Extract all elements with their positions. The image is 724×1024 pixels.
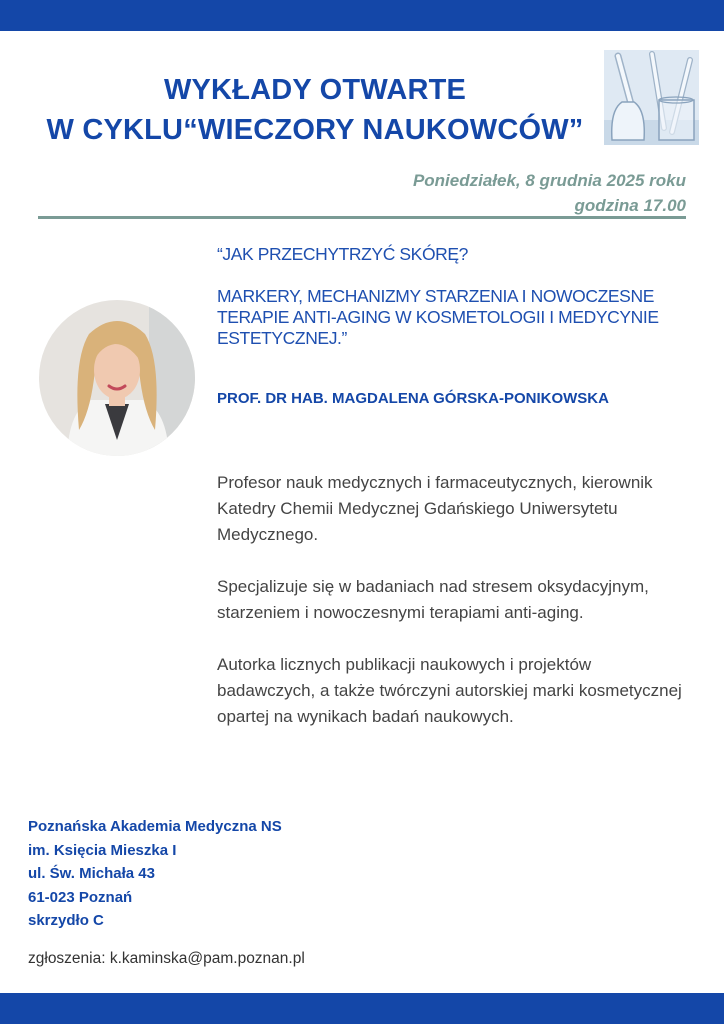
address-line: ul. Św. Michała 43 xyxy=(28,865,155,882)
speaker-bio xyxy=(217,470,687,756)
divider xyxy=(38,216,686,219)
bottom-bar xyxy=(0,993,724,1024)
registration-contact: zgłoszenia: k.kaminska@pam.poznan.pl xyxy=(28,950,305,967)
event-time: godzina 17.00 xyxy=(574,196,686,215)
bio-paragraph: Profesor nauk medycznych i farmaceutycznych, kierownik Katedry Chemii Medycznej Gdańskiego Uniwersytetu Medycznego. xyxy=(217,473,653,544)
venue-address xyxy=(28,815,282,933)
speaker-name: PROF. DR HAB. MAGDALENA GÓRSKA-PONIKOWSKA xyxy=(217,390,609,407)
address-line: Poznańska Akademia Medyczna NS xyxy=(28,818,282,835)
lecture-title-subtitle: MARKERY, MECHANIZMY STARZENIA I NOWOCZESNE TERAPIE ANTI-AGING W KOSMETOLOGII I MEDYCYNIE ESTETYCZNEJ.” xyxy=(217,286,659,348)
title-line-2: W CYKLU“WIECZORY NAUKOWCÓW” xyxy=(46,114,584,146)
address-line: im. Księcia Mieszka I xyxy=(28,841,177,859)
event-datetime xyxy=(413,168,686,218)
lecture-title-question: “JAK PRZECHYTRZYĆ SKÓRĘ? xyxy=(217,244,468,264)
lab-glassware-image xyxy=(604,50,699,145)
speaker-portrait xyxy=(39,300,195,456)
lecture-title xyxy=(217,244,707,349)
address-line: skrzydło C xyxy=(28,912,104,929)
page-title xyxy=(20,70,610,150)
bio-paragraph: Specjalizuje się w badaniach nad stresem oksydacyjnym, starzeniem i nowoczesnymi terapiami anti-aging. xyxy=(217,577,649,622)
top-bar xyxy=(0,0,724,31)
event-date: Poniedziałek, 8 grudnia 2025 roku xyxy=(412,171,686,190)
title-line-1: WYKŁADY OTWARTE xyxy=(163,74,467,106)
bio-paragraph: Autorka licznych publikacji naukowych i projektów badawczych, a także twórczyni autorskiej marki kosmetycznej opartej na wynikach badań naukowych. xyxy=(217,655,682,726)
address-line: 61-023 Poznań xyxy=(28,888,133,906)
